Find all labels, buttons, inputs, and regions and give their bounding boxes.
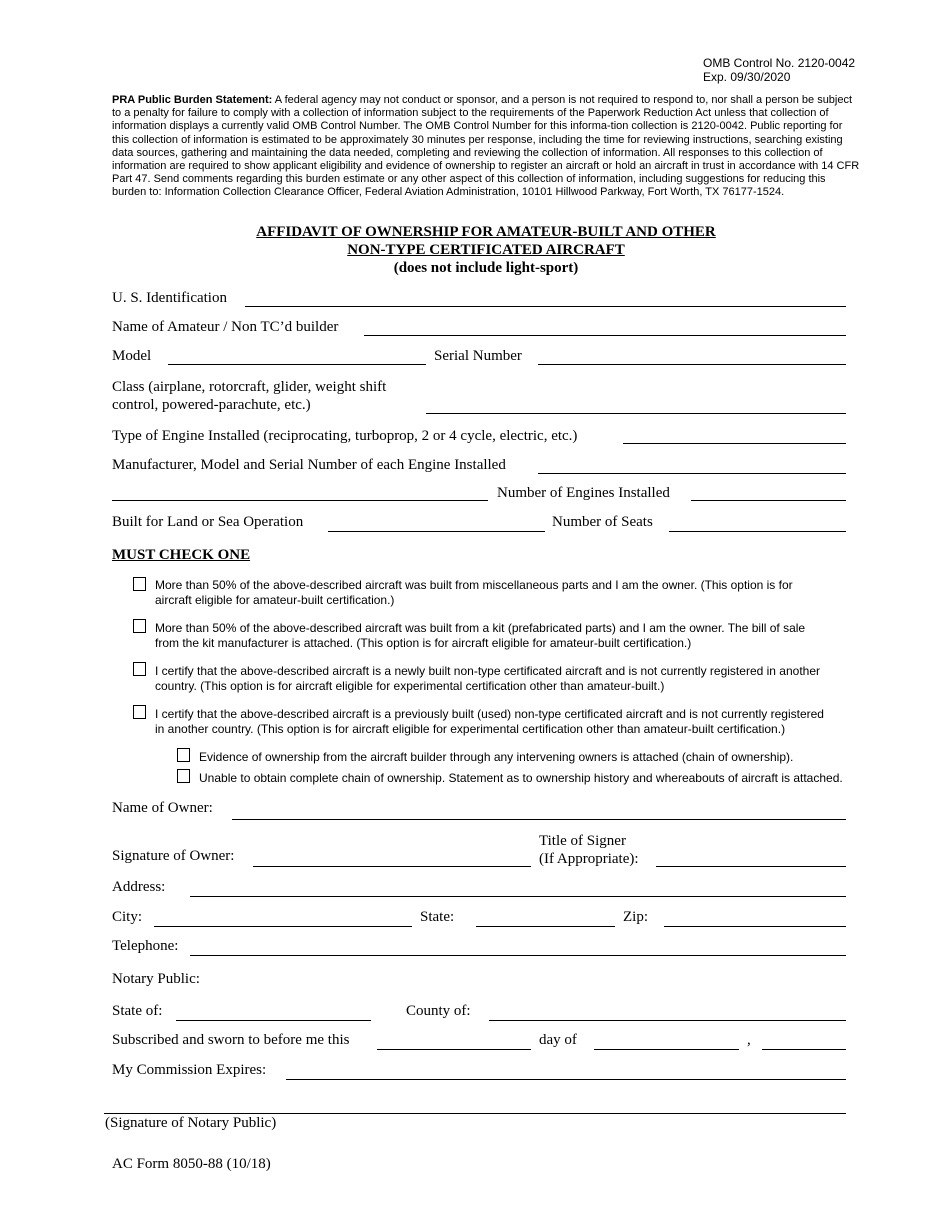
sub-option-1-text: Evidence of ownership from the aircraft builder through any intervening owners is attached (chain of ownership).: [199, 750, 794, 764]
engine-type-field[interactable]: [623, 443, 846, 444]
pra-text: A federal agency may not conduct or sponsor, and a person is not required to respond to, nor shall a person be subject to a penalty for failure to comply with a collection of information subject to the requirements of the Paperwork Reduction Act unless that collection of information displays a currently valid OMB Control Number. The OMB Control Number for this informa-tion collection is 2120-0042. Public reporting for this collection of information is estimated to be approximately 30 minutes per response, including the time for reviewing instructions, searching existing data sources, gathering and maintaining the data needed, completing and reviewing the collection of information. All responses to this collection of information are required to show applicant eligibility and evidence of ownership to register an aircraft or hold an aircraft in trust in accordance with 14 CFR Part 47. Send comments regarding this burden estimate or any other aspect of this collection of information, including suggestions for reducing this burden to: Information Collection Clearance Officer, Federal Aviation Administration, 10101 Hillwood Parkway, Fort Worth, TX 76177-1524.: [112, 94, 860, 199]
land-sea-field[interactable]: [328, 531, 545, 532]
owner-signature-label: Signature of Owner:: [112, 848, 235, 864]
sub-option-1-checkbox[interactable]: [177, 748, 190, 762]
option-1-line1: More than 50% of the above-described aircraft was built from miscellaneous parts and I am the owner. (This option is for: [155, 578, 793, 592]
serial-field[interactable]: [538, 364, 846, 365]
num-seats-field[interactable]: [669, 531, 846, 532]
sub-option-2-checkbox[interactable]: [177, 769, 190, 783]
city-field[interactable]: [154, 926, 412, 927]
day-of-label: day of: [539, 1032, 577, 1048]
city-label: City:: [112, 909, 143, 925]
option-3-checkbox[interactable]: [133, 662, 146, 676]
num-seats-label: Number of Seats: [552, 514, 653, 530]
signer-title-line2: (If Appropriate):: [539, 851, 639, 867]
option-1-checkbox[interactable]: [133, 577, 146, 591]
engine-mfr-label: Manufacturer, Model and Serial Number of each Engine Installed: [112, 457, 506, 473]
address-label: Address:: [112, 879, 166, 895]
form-title-line1: AFFIDAVIT OF OWNERSHIP FOR AMATEUR-BUILT AND OTHER: [256, 224, 716, 240]
sworn-day-field[interactable]: [377, 1049, 531, 1050]
engine-mfr-field-continued[interactable]: [112, 500, 488, 501]
sub-option-2-text: Unable to obtain complete chain of ownership. Statement as to ownership history and whereabouts of aircraft is attached.: [199, 771, 843, 785]
owner-signature-field[interactable]: [253, 866, 531, 867]
telephone-label: Telephone:: [112, 938, 179, 954]
class-label-line1: Class (airplane, rotorcraft, glider, weight shift: [112, 379, 387, 395]
us-id-field[interactable]: [245, 306, 846, 307]
builder-label: Name of Amateur / Non TC’d builder: [112, 319, 339, 335]
notary-signature-field[interactable]: [104, 1113, 846, 1114]
num-engines-field[interactable]: [691, 500, 846, 501]
option-2-checkbox[interactable]: [133, 619, 146, 633]
option-1-line2: aircraft eligible for amateur-built certification.): [155, 592, 395, 607]
address-field[interactable]: [190, 896, 846, 897]
us-id-label: U. S. Identification: [112, 290, 227, 306]
option-3-line1: I certify that the above-described aircraft is a newly built non-type certificated aircraft and is not currently registered in another: [155, 664, 820, 678]
option-2-line2: from the kit manufacturer is attached. (This option is for aircraft eligible for amateur-built certification.): [155, 635, 692, 650]
option-4-text: [155, 707, 824, 736]
option-4-checkbox[interactable]: [133, 705, 146, 719]
notary-heading: Notary Public:: [112, 971, 200, 987]
form-title-line2: NON-TYPE CERTIFICATED AIRCRAFT: [347, 242, 625, 258]
model-field[interactable]: [168, 364, 426, 365]
omb-expiration: Exp. 09/30/2020: [703, 70, 791, 84]
year-comma: ,: [747, 1032, 751, 1048]
owner-name-field[interactable]: [232, 819, 846, 820]
signer-title-label: [539, 832, 639, 868]
class-field[interactable]: [426, 413, 846, 414]
zip-field[interactable]: [664, 926, 846, 927]
notary-state-label: State of:: [112, 1003, 163, 1019]
class-label-line2: control, powered-parachute, etc.): [112, 397, 311, 413]
sworn-label: Subscribed and sworn to before me this: [112, 1032, 350, 1048]
option-4-line2: in another country. (This option is for aircraft eligible for experimental certification other than amateur-built certification.): [155, 721, 786, 736]
engine-type-label: Type of Engine Installed (reciprocating, turboprop, 2 or 4 cycle, electric, etc.): [112, 428, 578, 444]
signer-title-line1: Title of Signer: [539, 833, 626, 849]
option-2-line1: More than 50% of the above-described aircraft was built from a kit (prefabricated parts) and I am the owner. The bill of sale: [155, 621, 806, 635]
notary-county-label: County of:: [406, 1003, 471, 1019]
form-id: AC Form 8050-88 (10/18): [112, 1156, 271, 1172]
sworn-month-field[interactable]: [594, 1049, 739, 1050]
class-label: [112, 378, 386, 414]
zip-label: Zip:: [623, 909, 648, 925]
form-subtitle: (does not include light-sport): [393, 260, 579, 276]
notary-state-field[interactable]: [176, 1020, 371, 1021]
model-label: Model: [112, 348, 152, 364]
pra-statement: [112, 94, 860, 200]
signer-title-field[interactable]: [656, 866, 846, 867]
engine-mfr-field[interactable]: [538, 473, 846, 474]
telephone-field[interactable]: [190, 955, 846, 956]
builder-field[interactable]: [364, 335, 846, 336]
option-3-line2: country. (This option is for aircraft eligible for experimental certification other than amateur-built.): [155, 678, 665, 693]
notary-county-field[interactable]: [489, 1020, 846, 1021]
owner-name-label: Name of Owner:: [112, 800, 213, 816]
commission-label: My Commission Expires:: [112, 1062, 267, 1078]
sworn-year-field[interactable]: [762, 1049, 846, 1050]
option-1-text: [155, 578, 793, 607]
option-4-line1: I certify that the above-described aircraft is a previously built (used) non-type certificated aircraft and is not currently registered: [155, 707, 824, 721]
state-field[interactable]: [476, 926, 615, 927]
omb-block: [703, 56, 855, 84]
pra-label: PRA Public Burden Statement:: [112, 94, 273, 106]
commission-field[interactable]: [286, 1079, 846, 1080]
land-sea-label: Built for Land or Sea Operation: [112, 514, 304, 530]
option-3-text: [155, 664, 820, 693]
must-check-heading: MUST CHECK ONE: [112, 547, 251, 563]
state-label: State:: [420, 909, 455, 925]
omb-control-number: OMB Control No. 2120-0042: [703, 56, 856, 70]
num-engines-label: Number of Engines Installed: [497, 485, 670, 501]
notary-signature-label: (Signature of Notary Public): [105, 1115, 277, 1131]
serial-label: Serial Number: [434, 348, 522, 364]
option-2-text: [155, 621, 805, 650]
